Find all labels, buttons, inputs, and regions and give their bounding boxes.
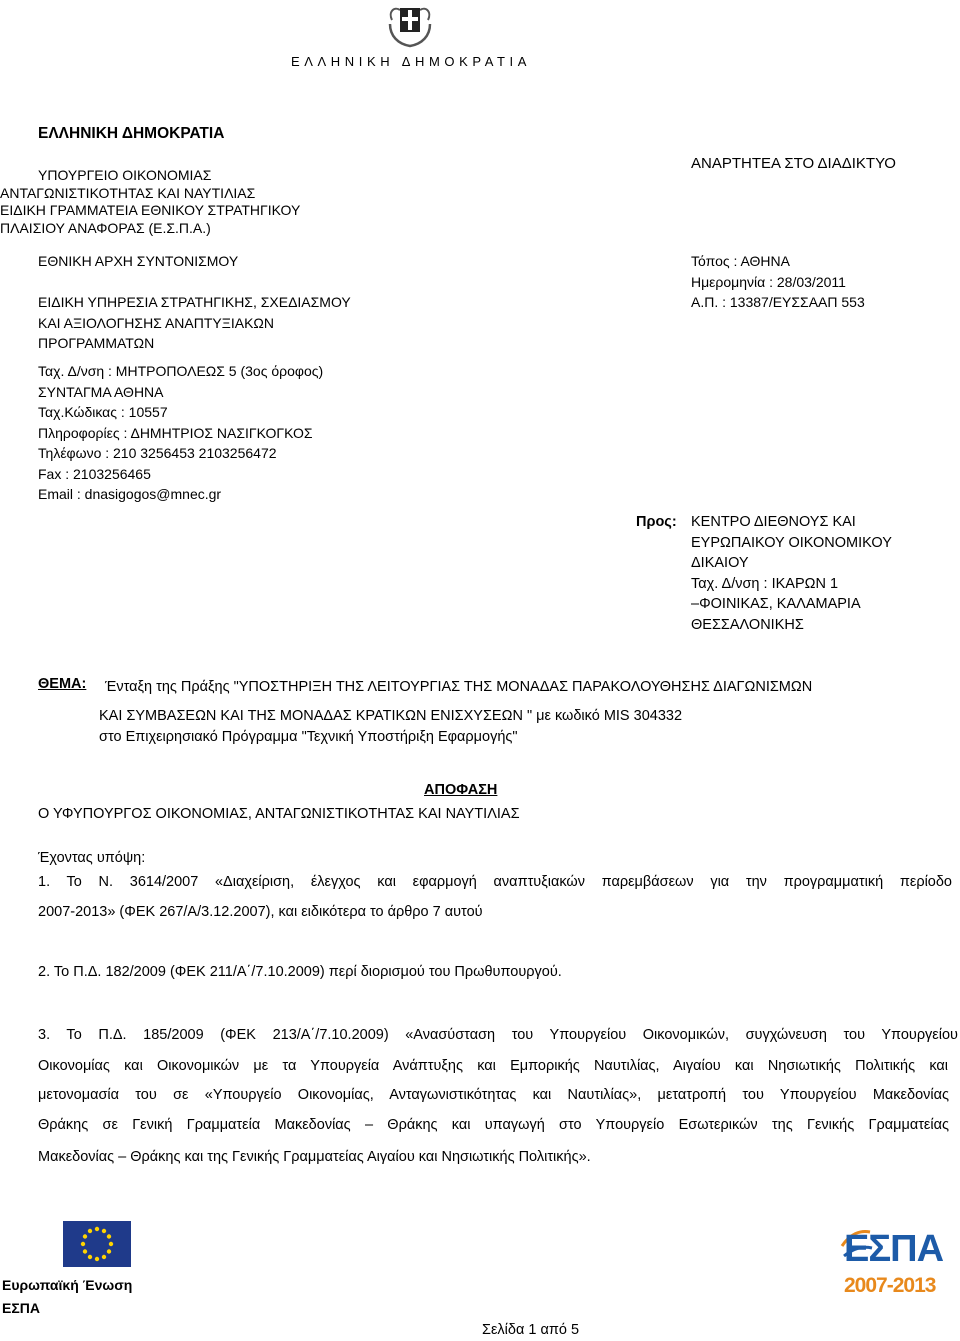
recipient-line: –ΦΟΙΝΙΚΑΣ, ΚΑΛΑΜΑΡΙΑ <box>691 596 861 612</box>
considering-item-3e: Μακεδονίας – Θράκης και της Γενικής Γραμματείας Αιγαίου και Νησιωτικής Πολιτικής». <box>38 1149 591 1165</box>
recipient-line: ΚΕΝΤΡΟ ΔΙΕΘΝΟΥΣ ΚΑΙ <box>691 514 856 530</box>
sender-authority: ΕΘΝΙΚΗ ΑΡΧΗ ΣΥΝΤΟΝΙΣΜΟΥ <box>38 253 239 269</box>
greek-emblem <box>386 2 434 48</box>
service-line: ΚΑΙ ΑΞΙΟΛΟΓΗΣΗΣ ΑΝΑΠΤΥΞΙΑΚΩΝ <box>38 314 274 331</box>
considering-item-3b: Οικονομίας και Οικονομικών με τα Υπουργεία Ανάπτυξης και Εμπορικής Ναυτιλίας, Αιγαίου και Νησιωτικής Πολιτικής και <box>38 1058 948 1074</box>
considering-item-3c: μετονομασία του σε «Υπουργείο Οικονομίας, Ανταγωνιστικότητας και Ναυτιλίας», μετατροπή του Υπουργείου Μακεδονίας <box>38 1087 949 1103</box>
considering-item-3d: Θράκης σε Γενική Γραμματεία Μακεδονίας – Θράκης και υπαγωγή στο Υπουργείο Εσωτερικών της Γενικής Γραμματείας <box>38 1117 949 1133</box>
eu-label: Ευρωπαϊκή Ένωση <box>2 1277 133 1293</box>
contact-line: Πληροφορίες : ΔΗΜΗΤΡΙΟΣ ΝΑΣΙΓΚΟΓΚΟΣ <box>38 424 313 441</box>
decision-heading: ΑΠΟΦΑΣΗ <box>424 782 498 798</box>
publish-notice: ΑΝΑΡΤΗΤΕΑ ΣΤΟ ΔΙΑΔΙΚΤΥΟ <box>691 155 896 172</box>
subject-line: στο Επιχειρησιακό Πρόγραμμα "Τεχνική Υποστήριξη Εφαρμογής" <box>99 729 518 745</box>
eu-flag <box>63 1221 131 1267</box>
page-indicator: Σελίδα 1 από 5 <box>482 1322 580 1338</box>
ministry-line: ΠΛΑΙΣΙΟΥ ΑΝΑΦΟΡΑΣ (Ε.Σ.Π.Α.) <box>0 219 211 236</box>
contact-line: Τηλέφωνο : 210 3256453 2103256472 <box>38 445 277 461</box>
recipient-line: ΕΥΡΩΠΑΙΚΟΥ ΟΙΚΟΝΟΜΙΚΟΥ <box>691 534 892 551</box>
espa-logo-text: ΕΣΠΑ <box>844 1228 944 1270</box>
subject-line: ΚΑΙ ΣΥΜΒΑΣΕΩΝ ΚΑΙ ΤΗΣ ΜΟΝΑΔΑΣ ΚΡΑΤΙΚΩΝ ΕΝΙΣΧΥΣΕΩΝ " με κωδικό MIS 304332 <box>99 708 683 724</box>
considering-item-2: 2. Το Π.Δ. 182/2009 (ΦΕΚ 211/Α΄/7.10.2009) περί διορισμού του Πρωθυπουργού. <box>38 964 562 980</box>
contact-email[interactable]: Email : dnasigogos@mnec.gr <box>38 486 222 502</box>
contact-line: ΣΥΝΤΑΓΜΑ ΑΘΗΝΑ <box>38 383 164 400</box>
subject-line: Ένταξη της Πράξης "ΥΠΟΣΤΗΡΙΞΗ ΤΗΣ ΛΕΙΤΟΥΡΓΙΑΣ ΤΗΣ ΜΟΝΑΔΑΣ ΠΑΡΑΚΟΛΟΥΘΗΣΗΣ ΔΙΑΓΩΝΙΣΜΩΝ <box>105 679 813 695</box>
doc-place: Τόπος : ΑΘΗΝΑ <box>691 253 790 269</box>
considering-item-1a: 1. Το Ν. 3614/2007 «Διαχείριση, έλεγχος και εφαρμογή αναπτυξιακών παρεμβάσεων για την προγραμματική περίοδο <box>38 874 952 890</box>
considering-label: Έχοντας υπόψη: <box>38 850 146 866</box>
considering-item-3a: 3. Το Π.Δ. 185/2009 (ΦΕΚ 213/Α΄/7.10.2009) «Ανασύσταση του Υπουργείου Οικονομικών, συγχώνευση του Υπουργείου <box>38 1027 958 1043</box>
recipient-line: ΘΕΣΣΑΛΟΝΙΚΗΣ <box>691 616 804 633</box>
protocol-number: Α.Π. : 13387/ΕΥΣΣΑΑΠ 553 <box>691 294 865 310</box>
recipient-line: ΔΙΚΑΙΟΥ <box>691 555 749 571</box>
recipient-line: Ταχ. Δ/νση : ΙΚΑΡΩΝ 1 <box>691 575 839 592</box>
ministry-line: ΕΙΔΙΚΗ ΓΡΑΜΜΑΤΕΙΑ ΕΘΝΙΚΟΥ ΣΤΡΑΤΗΓΙΚΟΥ <box>0 202 301 218</box>
ministry-line: ΑΝΤΑΓΩΝΙΣΤΙΚΟΤΗΤΑΣ ΚΑΙ ΝΑΥΤΙΛΙΑΣ <box>0 184 256 201</box>
country-title-header: ΕΛΛΗΝΙΚΗ ΔΗΜΟΚΡΑΤΙΑ <box>290 54 532 69</box>
service-line: ΕΙΔΙΚΗ ΥΠΗΡΕΣΙΑ ΣΤΡΑΤΗΓΙΚΗΣ, ΣΧΕΔΙΑΣΜΟΥ <box>38 294 351 310</box>
doc-date: Ημερομηνία : 28/03/2011 <box>691 273 846 290</box>
contact-line: Fax : 2103256465 <box>38 465 151 482</box>
ministry-line: ΥΠΟΥΡΓΕΙΟ ΟΙΚΟΝΟΜΙΑΣ <box>38 167 212 183</box>
service-line: ΠΡΟΓΡΑΜΜΑΤΩΝ <box>38 335 155 351</box>
subject-label: ΘΕΜΑ: <box>38 676 87 692</box>
contact-line: Ταχ.Κώδικας : 10557 <box>38 404 168 420</box>
espa-logo <box>840 1226 944 1310</box>
espa-label: ΕΣΠΑ <box>2 1300 40 1316</box>
espa-logo-years: 2007-2013 <box>844 1274 936 1297</box>
decision-issuer: Ο ΥΦΥΠΟΥΡΓΟΣ ΟΙΚΟΝΟΜΙΑΣ, ΑΝΤΑΓΩΝΙΣΤΙΚΟΤΗΤΑΣ ΚΑΙ ΝΑΥΤΙΛΙΑΣ <box>38 806 520 822</box>
contact-line: Ταχ. Δ/νση : ΜΗΤΡΟΠΟΛΕΩΣ 5 (3ος όροφος) <box>38 363 324 379</box>
considering-item-1b: 2007-2013» (ΦΕΚ 267/Α/3.12.2007), και ειδικότερα το άρθρο 7 αυτού <box>38 904 483 920</box>
recipient-label: Προς: <box>636 514 677 530</box>
sender-republic: ΕΛΛΗΝΙΚΗ ΔΗΜΟΚΡΑΤΙΑ <box>38 125 225 142</box>
